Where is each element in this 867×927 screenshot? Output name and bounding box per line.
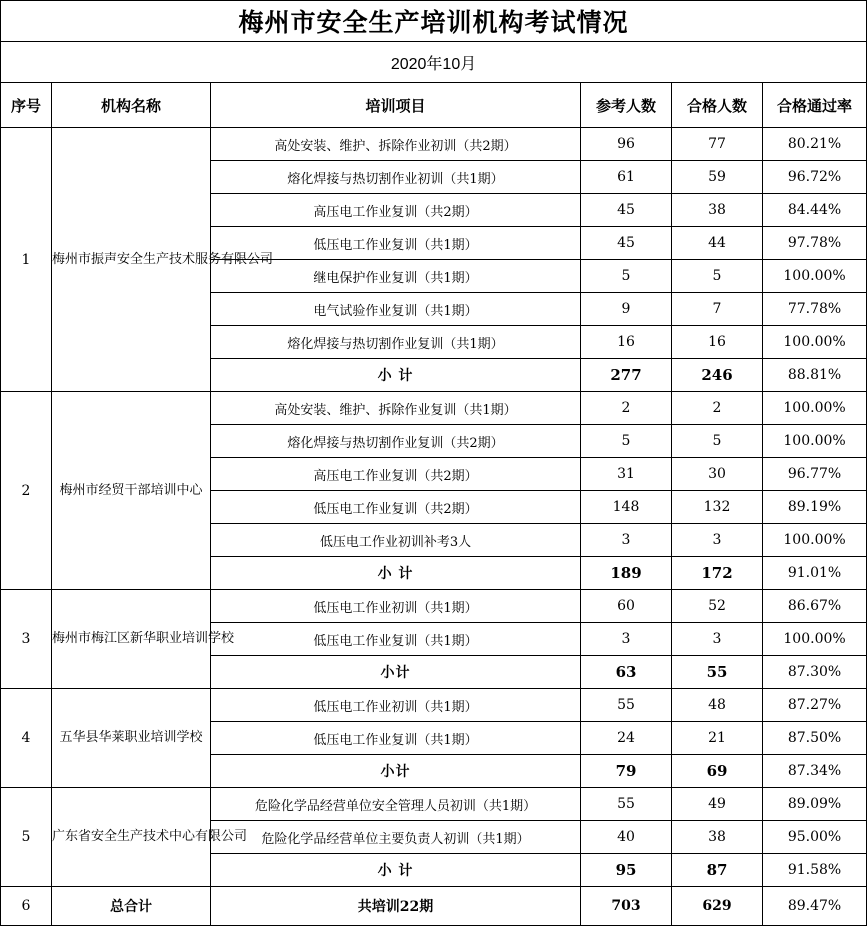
passed-count: 7 [672, 293, 763, 326]
training-project: 危险化学品经营单位安全管理人员初训（共1期） [211, 788, 581, 821]
examinee-count: 2 [581, 392, 672, 425]
subtotal-passed: 69 [672, 755, 763, 788]
institution-name: 广东省安全生产技术中心有限公司 [52, 788, 211, 887]
pass-rate: 89.09% [763, 788, 867, 821]
header-row [1, 83, 867, 128]
training-project: 继电保护作业复训（共1期） [211, 260, 581, 293]
subtotal-passed: 55 [672, 656, 763, 689]
examinee-count: 9 [581, 293, 672, 326]
examinee-count: 5 [581, 425, 672, 458]
subtotal-passed: 87 [672, 854, 763, 887]
passed-count: 21 [672, 722, 763, 755]
examinee-count: 3 [581, 524, 672, 557]
subtotal-examinees: 277 [581, 359, 672, 392]
subtotal-passed: 172 [672, 557, 763, 590]
header-passed: 合格人数 [672, 83, 763, 128]
passed-count: 38 [672, 821, 763, 854]
passed-count: 3 [672, 524, 763, 557]
pass-rate: 97.78% [763, 227, 867, 260]
total-label: 总合计 [52, 887, 211, 926]
total-examinees: 703 [581, 887, 672, 926]
row-number: 5 [1, 788, 52, 887]
table-row [1, 590, 867, 623]
pass-rate: 96.77% [763, 458, 867, 491]
passed-count: 59 [672, 161, 763, 194]
total-passed: 629 [672, 887, 763, 926]
pass-rate: 86.67% [763, 590, 867, 623]
training-project: 熔化焊接与热切割作业初训（共1期） [211, 161, 581, 194]
header-org: 机构名称 [52, 83, 211, 128]
institution-name: 梅州市梅江区新华职业培训学校 [52, 590, 211, 689]
pass-rate: 100.00% [763, 260, 867, 293]
passed-count: 48 [672, 689, 763, 722]
header-examinees: 参考人数 [581, 83, 672, 128]
grand-total-row [1, 887, 867, 926]
subtotal-pass-rate: 91.01% [763, 557, 867, 590]
institution-name: 五华县华莱职业培训学校 [52, 689, 211, 788]
examinee-count: 3 [581, 623, 672, 656]
pass-rate: 77.78% [763, 293, 867, 326]
table-row [1, 392, 867, 425]
pass-rate: 100.00% [763, 623, 867, 656]
passed-count: 5 [672, 425, 763, 458]
subtotal-passed: 246 [672, 359, 763, 392]
examinee-count: 5 [581, 260, 672, 293]
passed-count: 3 [672, 623, 763, 656]
passed-count: 5 [672, 260, 763, 293]
examinee-count: 31 [581, 458, 672, 491]
total-pass-rate: 89.47% [763, 887, 867, 926]
subtotal-examinees: 79 [581, 755, 672, 788]
pass-rate: 100.00% [763, 425, 867, 458]
total-project: 共培训22期 [211, 887, 581, 926]
passed-count: 77 [672, 128, 763, 161]
pass-rate: 95.00% [763, 821, 867, 854]
training-project: 高压电工作业复训（共2期） [211, 458, 581, 491]
examinee-count: 96 [581, 128, 672, 161]
training-project: 高压电工作业复训（共2期） [211, 194, 581, 227]
training-project: 低压电工作业初训补考3人 [211, 524, 581, 557]
subtotal-examinees: 63 [581, 656, 672, 689]
subtotal-label: 小 计 [211, 854, 581, 887]
row-number: 2 [1, 392, 52, 590]
passed-count: 49 [672, 788, 763, 821]
training-project: 熔化焊接与热切割作业复训（共1期） [211, 326, 581, 359]
examinee-count: 45 [581, 227, 672, 260]
subtotal-label: 小 计 [211, 557, 581, 590]
training-project: 低压电工作业复训（共1期） [211, 227, 581, 260]
subtotal-pass-rate: 91.58% [763, 854, 867, 887]
passed-count: 16 [672, 326, 763, 359]
examinee-count: 24 [581, 722, 672, 755]
passed-count: 30 [672, 458, 763, 491]
training-project: 熔化焊接与热切割作业复训（共2期） [211, 425, 581, 458]
pass-rate: 89.19% [763, 491, 867, 524]
training-project: 电气试验作业复训（共1期） [211, 293, 581, 326]
row-number: 4 [1, 689, 52, 788]
passed-count: 132 [672, 491, 763, 524]
subtotal-pass-rate: 88.81% [763, 359, 867, 392]
training-project: 高处安装、维护、拆除作业复训（共1期） [211, 392, 581, 425]
institution-name: 梅州市振声安全生产技术服务有限公司 [52, 128, 211, 392]
examinee-count: 55 [581, 788, 672, 821]
table-row [1, 689, 867, 722]
pass-rate: 100.00% [763, 392, 867, 425]
training-project: 低压电工作业复训（共1期） [211, 722, 581, 755]
page-title: 梅州市安全生产培训机构考试情况 [1, 1, 867, 42]
examinee-count: 148 [581, 491, 672, 524]
examinee-count: 16 [581, 326, 672, 359]
passed-count: 38 [672, 194, 763, 227]
pass-rate: 100.00% [763, 524, 867, 557]
passed-count: 52 [672, 590, 763, 623]
pass-rate: 96.72% [763, 161, 867, 194]
passed-count: 44 [672, 227, 763, 260]
examinee-count: 45 [581, 194, 672, 227]
subtotal-label: 小计 [211, 656, 581, 689]
row-number: 1 [1, 128, 52, 392]
examinee-count: 61 [581, 161, 672, 194]
training-project: 低压电工作业初训（共1期） [211, 689, 581, 722]
header-no: 序号 [1, 83, 52, 128]
training-project: 低压电工作业复训（共1期） [211, 623, 581, 656]
subtotal-label: 小计 [211, 755, 581, 788]
examinee-count: 60 [581, 590, 672, 623]
pass-rate: 87.27% [763, 689, 867, 722]
header-pass-rate: 合格通过率 [763, 83, 867, 128]
subtotal-pass-rate: 87.30% [763, 656, 867, 689]
pass-rate: 87.50% [763, 722, 867, 755]
table-row [1, 788, 867, 821]
subtotal-examinees: 189 [581, 557, 672, 590]
report-month: 2020年10月 [1, 42, 867, 83]
training-project: 高处安装、维护、拆除作业初训（共2期） [211, 128, 581, 161]
institution-name: 梅州市经贸干部培训中心 [52, 392, 211, 590]
table-row [1, 128, 867, 161]
subtotal-label: 小 计 [211, 359, 581, 392]
pass-rate: 80.21% [763, 128, 867, 161]
training-project: 危险化学品经营单位主要负责人初训（共1期） [211, 821, 581, 854]
training-project: 低压电工作业初训（共1期） [211, 590, 581, 623]
examinee-count: 55 [581, 689, 672, 722]
passed-count: 2 [672, 392, 763, 425]
header-project: 培训项目 [211, 83, 581, 128]
total-row-number: 6 [1, 887, 52, 926]
row-number: 3 [1, 590, 52, 689]
examinee-count: 40 [581, 821, 672, 854]
training-project: 低压电工作业复训（共2期） [211, 491, 581, 524]
pass-rate: 100.00% [763, 326, 867, 359]
subtotal-pass-rate: 87.34% [763, 755, 867, 788]
subtotal-examinees: 95 [581, 854, 672, 887]
pass-rate: 84.44% [763, 194, 867, 227]
